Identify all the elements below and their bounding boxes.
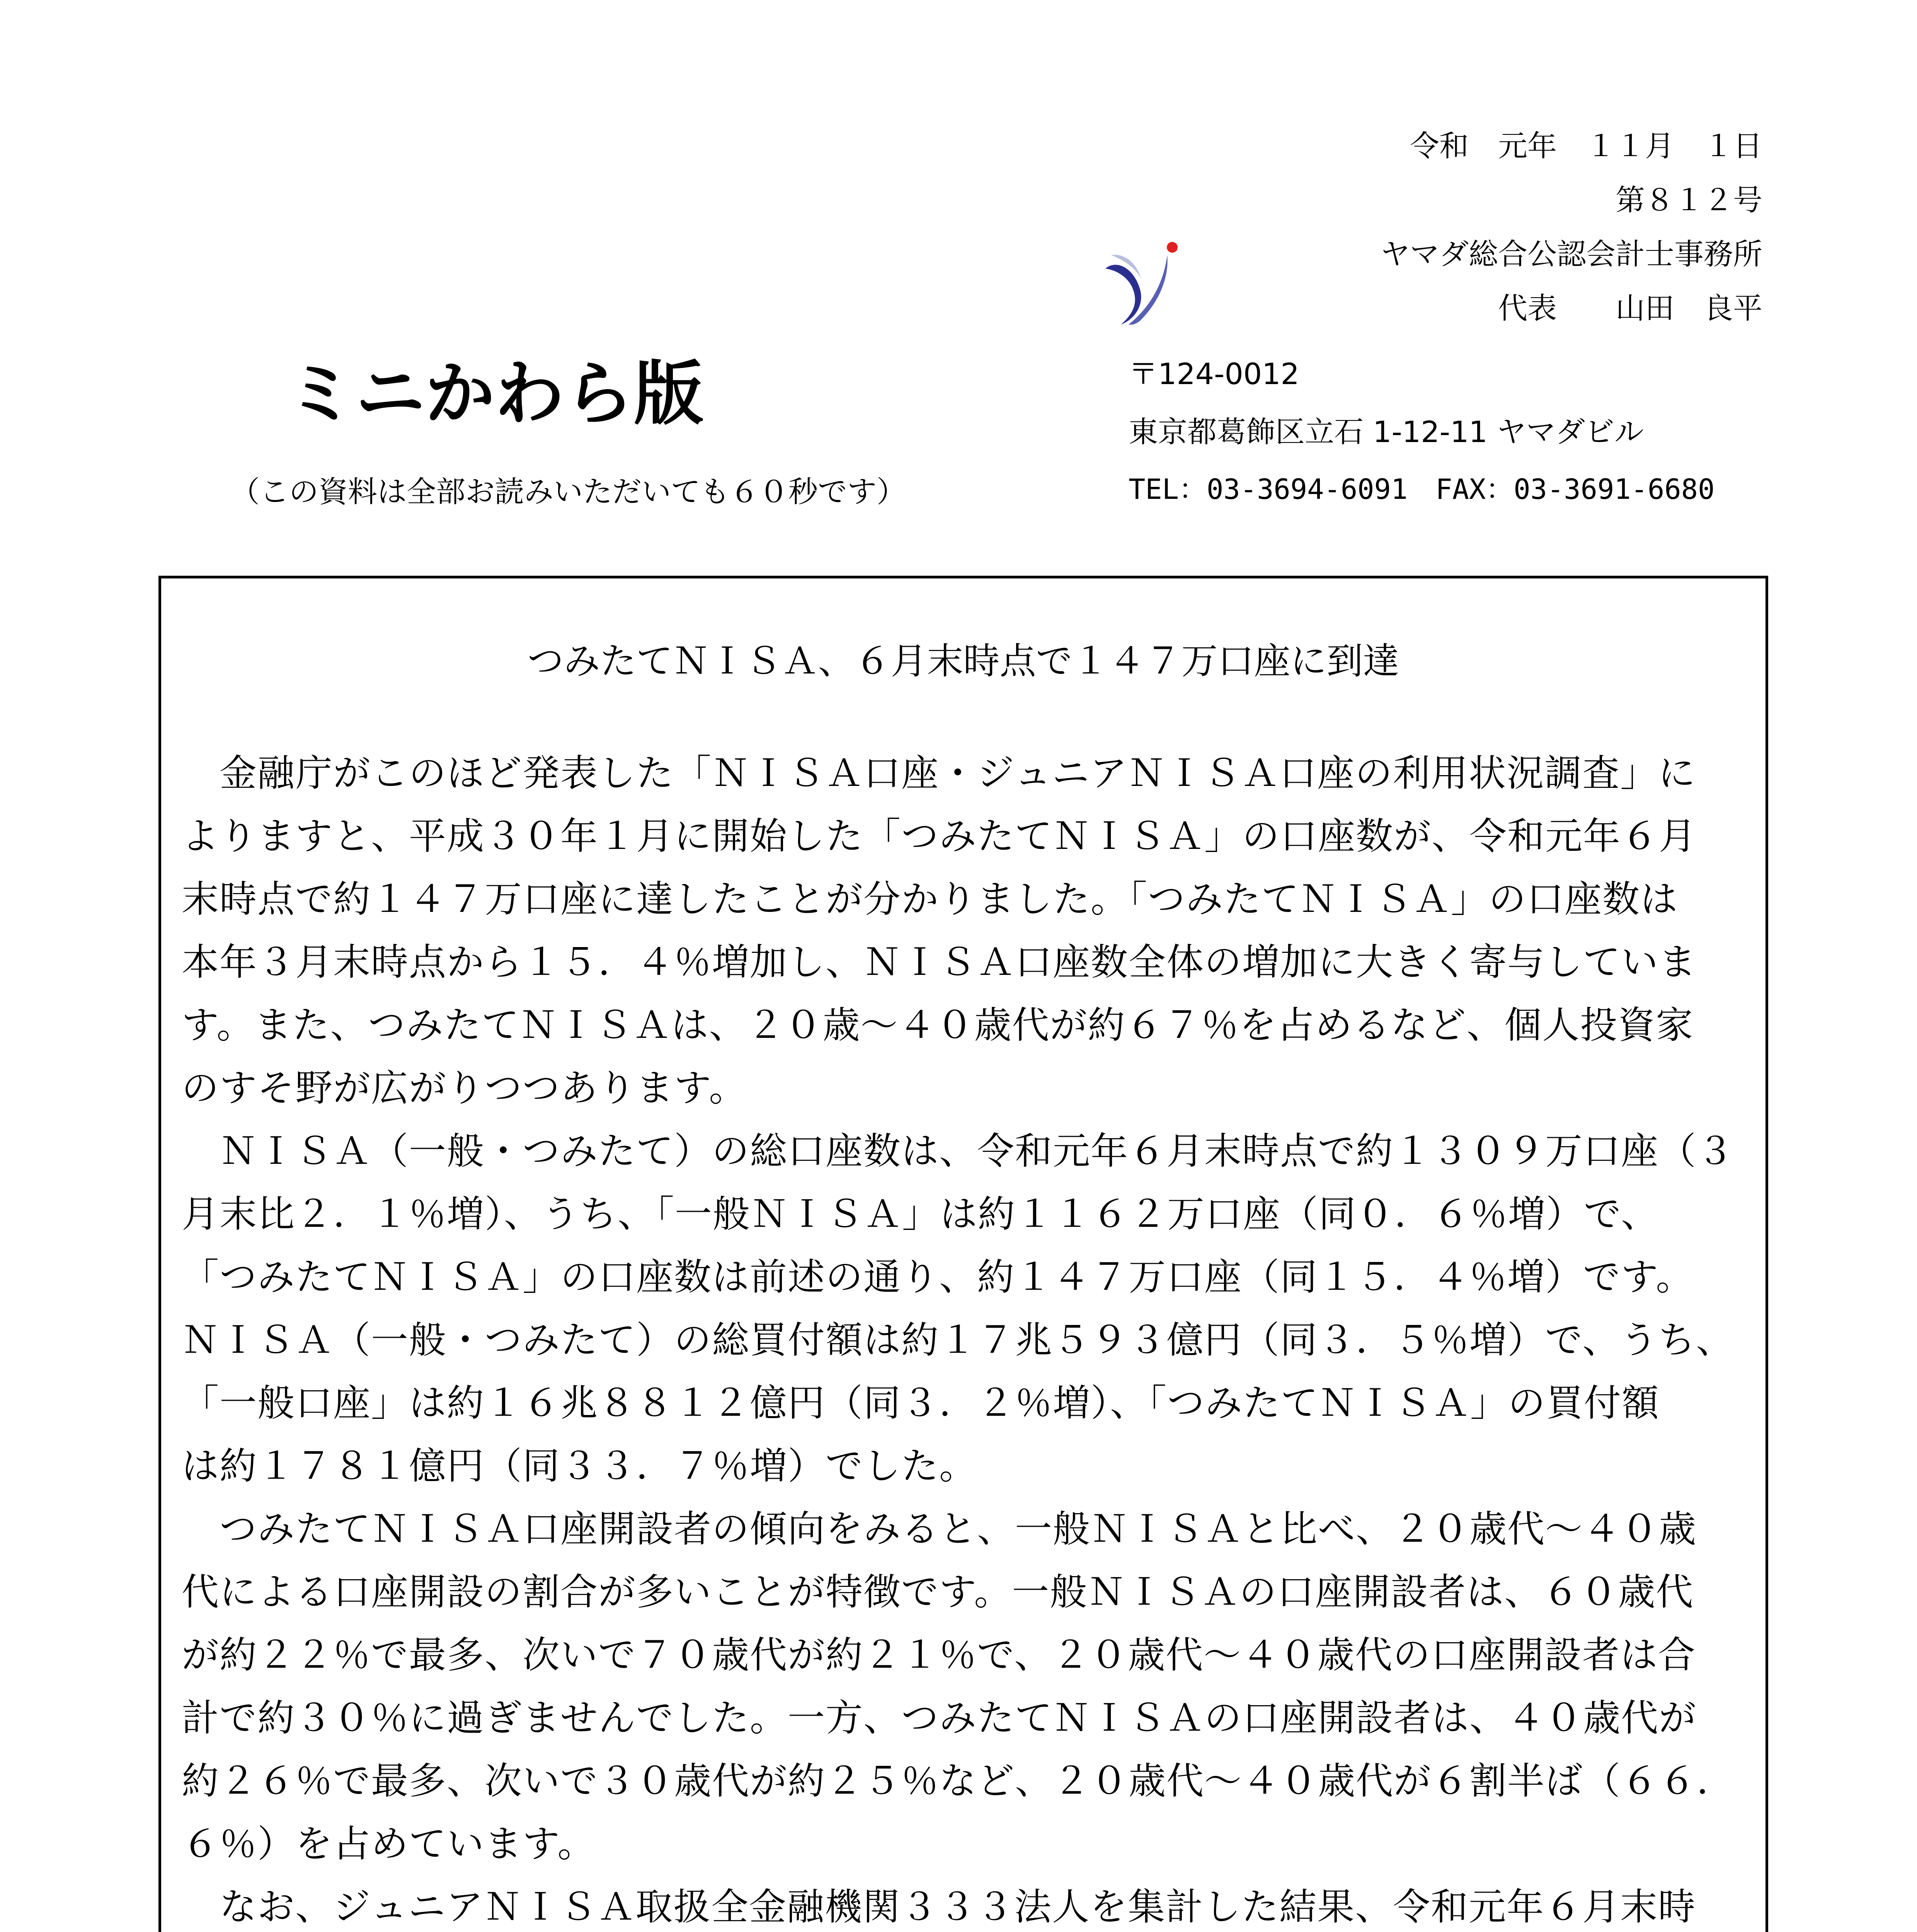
publication-note: （この資料は全部お読みいただいても６０秒です） [230, 474, 906, 509]
article-line: 金融庁がこのほど発表した「ＮＩＳＡ口座・ジュニアＮＩＳＡ口座の利用状況調査」に [182, 752, 1696, 795]
issue-date: 令和 元年 １１月 １日 [1410, 129, 1762, 163]
article-line: よりますと、平成３０年１月に開始した「つみたてＮＩＳＡ」の口座数が、令和元年６月 [182, 815, 1697, 858]
representative-name: 代表 山田 良平 [1498, 291, 1762, 325]
article-line: ＮＩＳＡ（一般・つみたて）の総口座数は、令和元年６月末時点で約１３０９万口座（３ [182, 1129, 1735, 1173]
article-line: 計で約３０％に過ぎませんでした。一方、つみたてＮＩＳＡの口座開設者は、４０歳代が [182, 1696, 1697, 1740]
article-line: つみたてＮＩＳＡ口座開設者の傾向をみると、一般ＮＩＳＡと比べ、２０歳代～４０歳 [182, 1507, 1697, 1551]
article-line: 月末比２．１％増）、うち、「一般ＮＩＳＡ」は約１１６２万口座（同０．６％増）で、 [182, 1192, 1659, 1236]
article-line: は約１７８１億円（同３３．７％増）でした。 [182, 1444, 977, 1488]
article-line: す。また、つみたてＮＩＳＡは、２０歳～４０歳代が約６７％を占めるなど、個人投資家 [182, 1003, 1694, 1047]
publication-title: ミニかわら版 [286, 354, 703, 434]
postal-code: 〒124-0012 [1129, 357, 1299, 391]
article-line: が約２２％で最多、次いで７０歳代が約２１％で、２０歳代～４０歳代の口座開設者は合 [182, 1633, 1696, 1677]
contact-info: TEL：03-3694-6091 FAX：03-3691-6680 [1129, 473, 1715, 505]
issue-number: 第８１２号 [1616, 183, 1762, 217]
article-line: のすそ野が広がりつつあります。 [182, 1066, 747, 1110]
article-line: 末時点で約１４７万口座に達したことが分かりました。「つみたてＮＩＳＡ」の口座数は [182, 878, 1678, 921]
article-line: 約２６％で最多、次いで３０歳代が約２５％など、２０歳代～４０歳代が６割半ば（６６． [182, 1759, 1735, 1803]
article-body [182, 742, 1747, 1932]
article-line: ＮＩＳＡ（一般・つみたて）の総買付額は約１７兆５９３億円（同３．５％増）で、うち、 [182, 1318, 1734, 1362]
article-line: 本年３月末時点から１５．４％増加し、ＮＩＳＡ口座数全体の増加に大きく寄与していま [182, 940, 1697, 984]
article-line: 代による口座開設の割合が多いことが特徴です。一般ＮＩＳＡの口座開設者は、６０歳代 [182, 1570, 1694, 1614]
article-line: 「つみたてＮＩＳＡ」の口座数は前述の通り、約１４７万口座（同１５．４％増）です。 [182, 1255, 1694, 1299]
article-title: つみたてＮＩＳＡ、６月末時点で１４７万口座に到達 [527, 640, 1399, 682]
article-line: ６％）を占めています。 [182, 1822, 596, 1866]
article-line: なお、ジュニアＮＩＳＡ取扱全金融機関３３３法人を集計した結果、令和元年６月末時 [182, 1885, 1696, 1929]
firm-address: 東京都葛飾区立石 1-12-11 ヤマダビル [1129, 415, 1644, 449]
article-line: 「一般口座」は約１６兆８８１２億円（同３．２％増）、「つみたてＮＩＳＡ」の買付額 [182, 1381, 1660, 1425]
firm-logo-icon [1090, 232, 1190, 332]
firm-name: ヤマダ総合公認会計士事務所 [1381, 237, 1762, 271]
